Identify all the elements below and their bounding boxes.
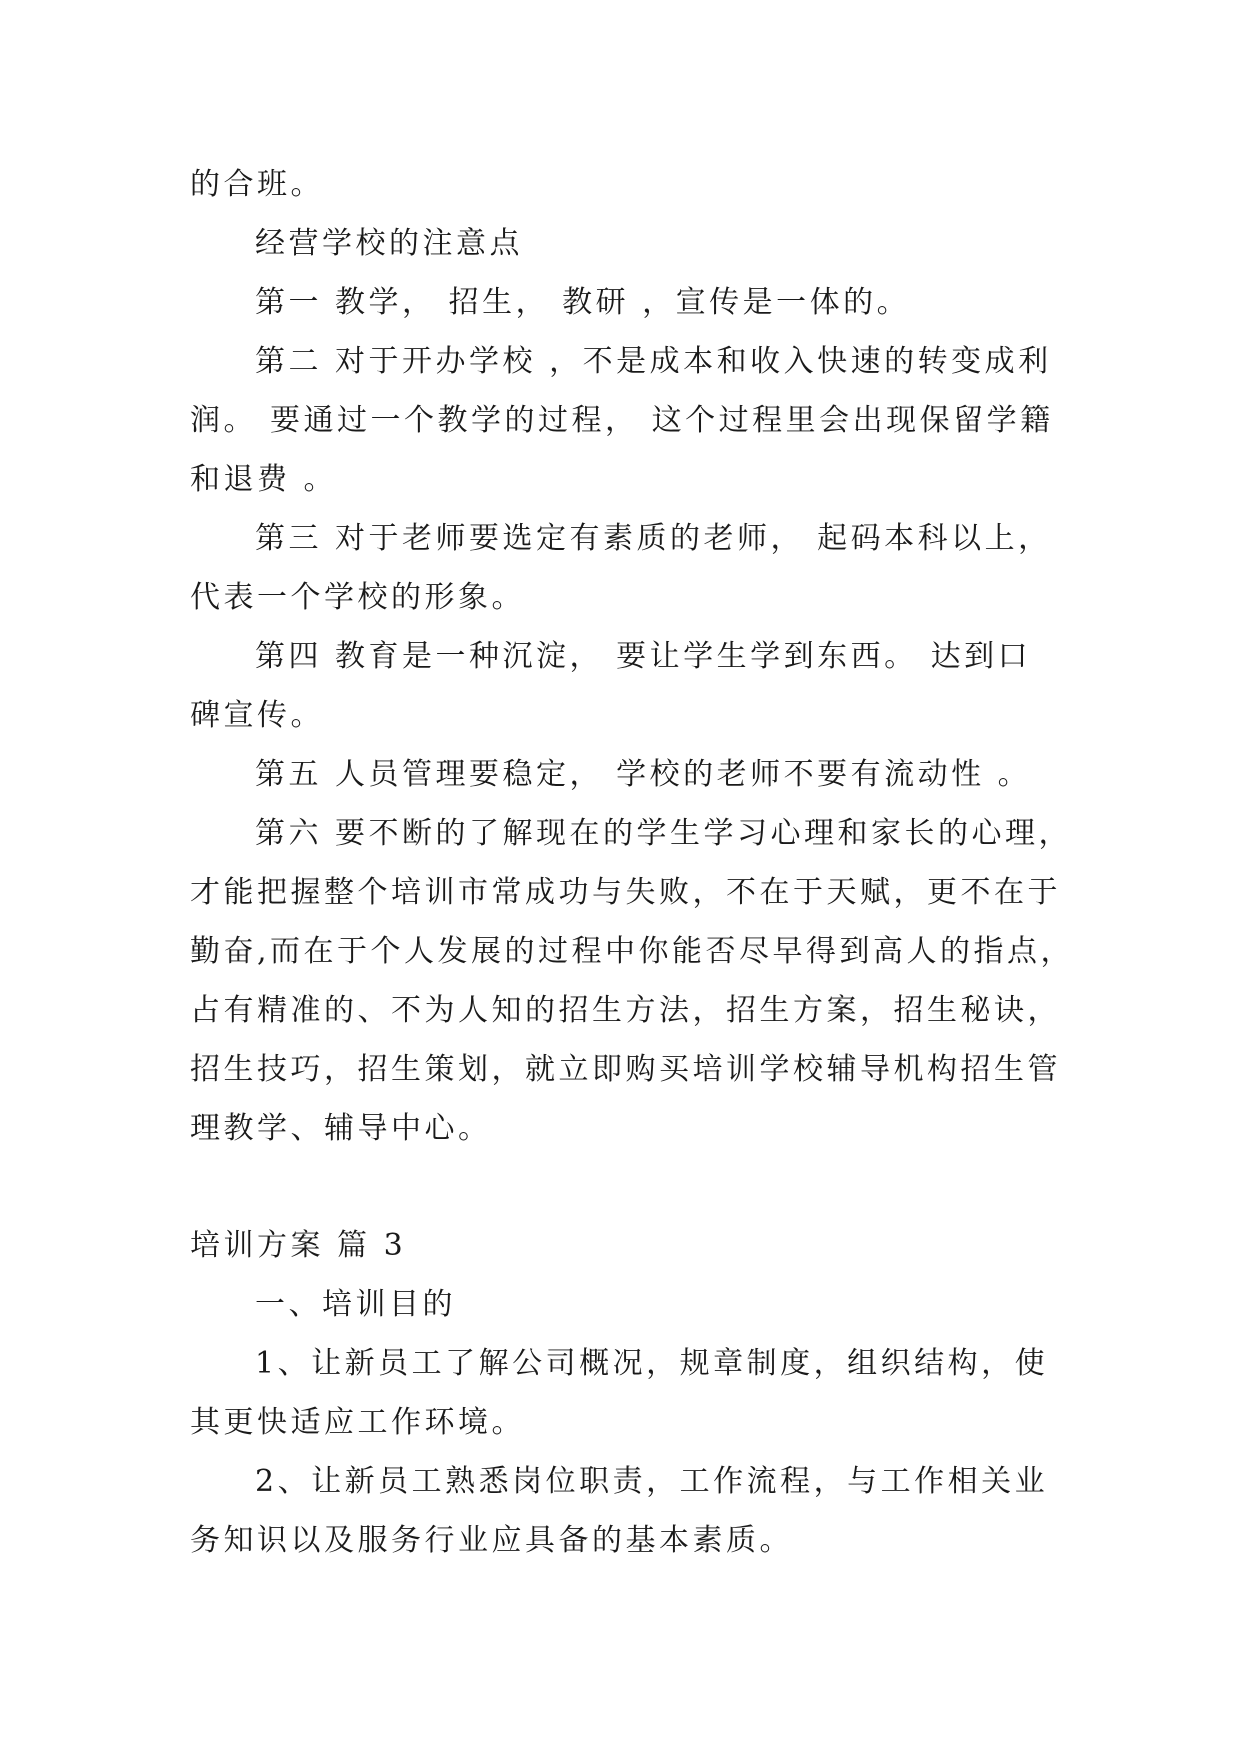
text-line: 勤奋,而在于个人发展的过程中你能否尽早得到高人的指点， [190,934,1075,969]
text-line: 第五 人员管理要稳定， 学校的老师不要有流动性 。 [255,757,1032,792]
text-line: 第一 教学， 招生， 教研 ，宣传是一体的。 [255,285,911,320]
section-spacer [190,1158,1060,1216]
text-line: 第四 教育是一种沉淀， 要让学生学到东西。 达到口 [255,639,1032,674]
section-title: 培训方案 篇 3 [190,1228,407,1263]
section-heading: 经营学校的注意点 [255,226,523,261]
text-line: 的合班。 [190,167,324,202]
text-line: 碑宣传。 [190,698,324,733]
subsection-heading: 一、培训目的 [255,1287,456,1322]
text-line: 务知识以及服务行业应具备的基本素质。 [190,1523,793,1558]
text-line: 占有精准的、不为人知的招生方法，招生方案，招生秘诀， [190,993,1061,1028]
text-line: 才能把握整个培训市常成功与失败，不在于天赋，更不在于 [190,875,1061,910]
text-line: 招生技巧，招生策划，就立即购买培训学校辅导机构招生管 [190,1052,1061,1087]
text-line: 和退费 。 [190,462,338,497]
text-line: 第三 对于老师要选定有素质的老师， 起码本科以上， [255,521,1052,556]
text-line: 1、让新员工了解公司概况，规章制度，组织结构，使 [255,1346,1049,1381]
text-line: 代表一个学校的形象。 [190,580,525,615]
document-page [190,155,1075,1570]
text-line: 其更快适应工作环境。 [190,1405,525,1440]
text-line: 第六 要不断的了解现在的学生学习心理和家长的心理， [255,816,1073,851]
text-line: 润。 要通过一个教学的过程， 这个过程里会出现保留学籍 [190,403,1054,438]
text-line: 第二 对于开办学校 ，不是成本和收入快速的转变成利 [255,344,1052,379]
text-line: 2、让新员工熟悉岗位职责，工作流程，与工作相关业 [255,1464,1049,1499]
text-line: 理教学、辅导中心。 [190,1111,492,1146]
